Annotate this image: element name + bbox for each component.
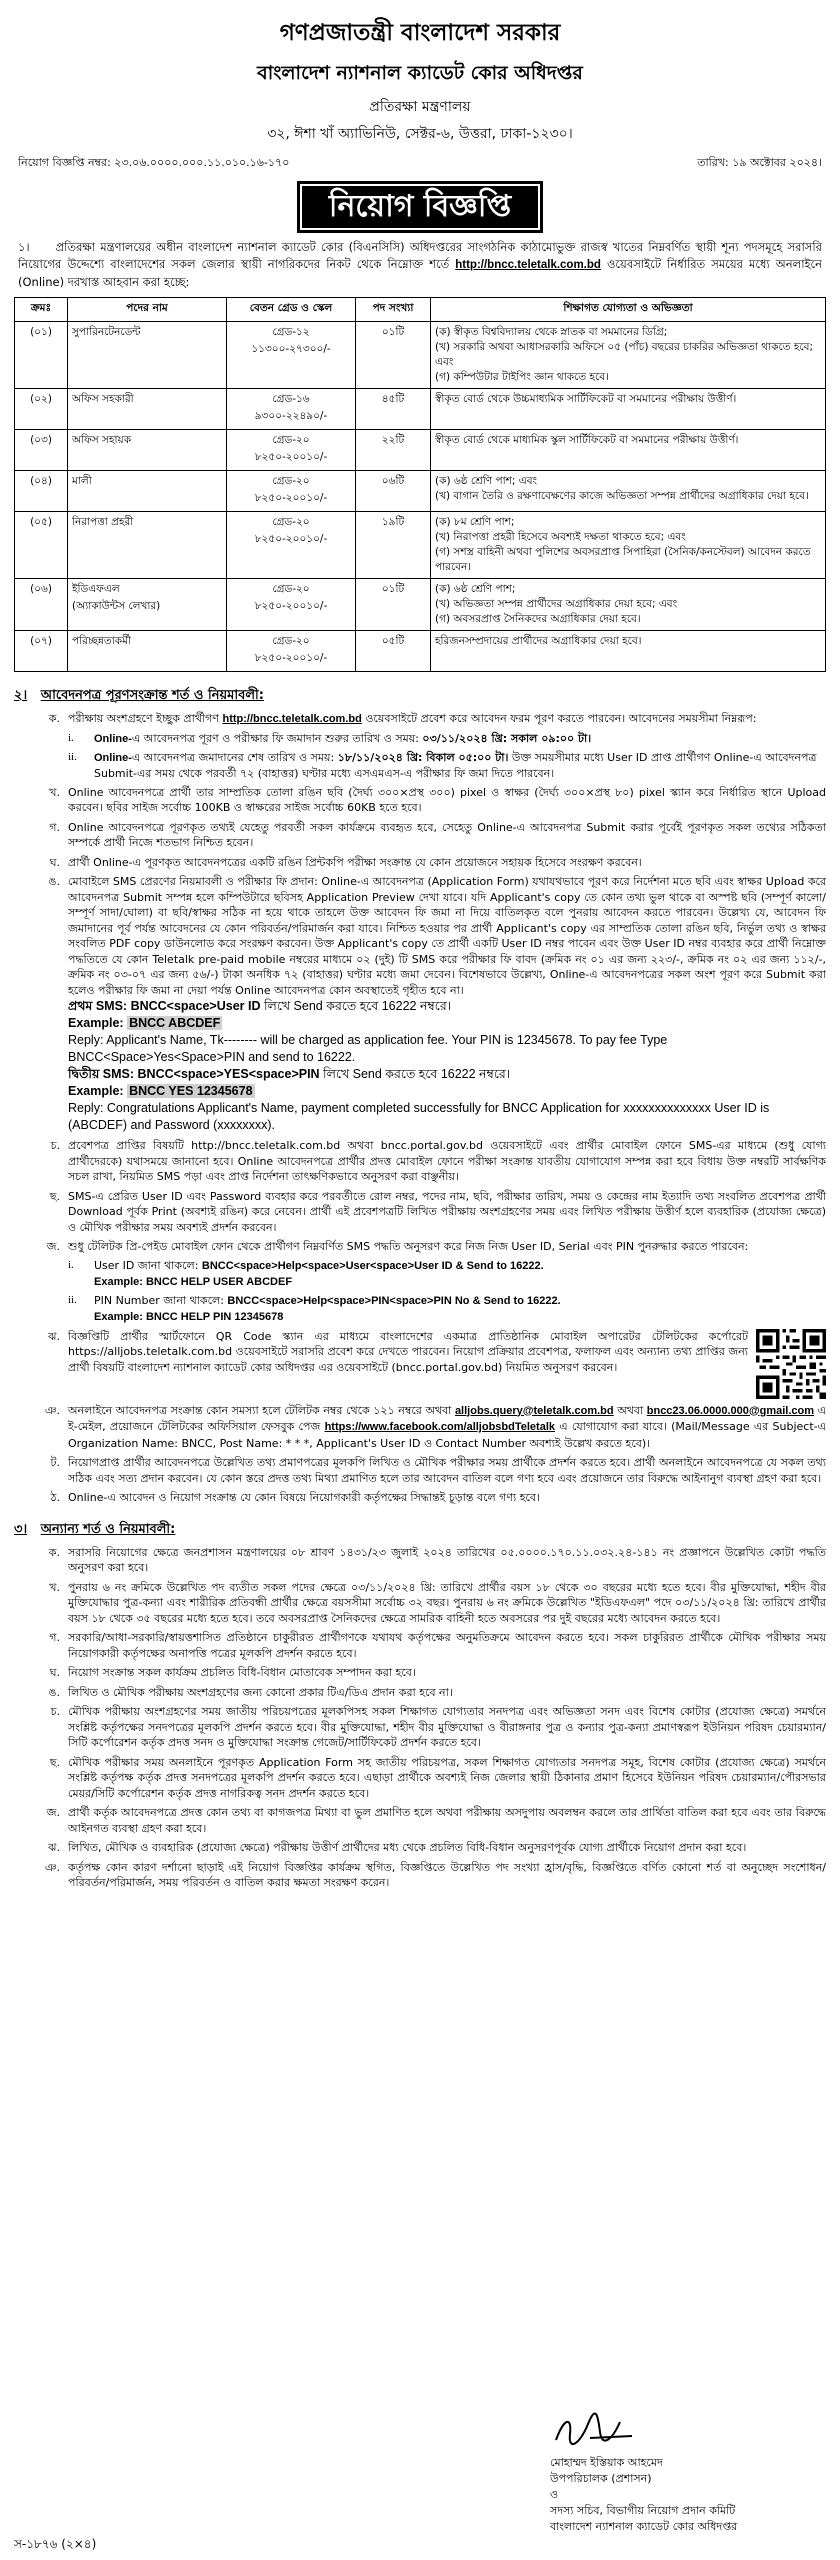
- qualification-line: (ক) ৮ম শ্রেণি পাশ;: [435, 516, 515, 528]
- facebook-link[interactable]: https://www.facebook.com/alljobsbdTeletalk: [324, 1421, 556, 1433]
- govt-title: গণপ্রজাতন্ত্রী বাংলাদেশ সরকার: [279, 19, 561, 46]
- qualification-line: স্বীকৃত বোর্ড থেকে মাধ্যমিক স্কুল সার্টিফিকেট বা সমমানের পরীক্ষায় উত্তীর্ণ।: [435, 434, 739, 446]
- row-quantity: ৪৫টি: [356, 389, 431, 430]
- condition-label: ছ.: [49, 1755, 60, 1769]
- condition-text: সরকারি/আধা-সরকারি/স্বায়ত্তশাসিত প্রতিষ্ঠানে চাকুরীরত প্রার্থীগণকে যথাযথ কর্তৃপক্ষের অনুমতিক্রমে আবেদন করতে হবে। সকল চাকুরিরত প্রার্থীকে মৌখিক পরীক্ষার সময় নিয়োগকারী কর্তৃপক্ষের অনাপত্তি পত্রের মূলকপি প্রদর্শন করতে হবে।: [68, 1631, 826, 1660]
- rule-text: ওয়েবসাইটে প্রবেশ করে আবেদন ফরম পূরণ করতে পারবেন। আবেদনের সময়সীমা নিম্নরূপ:: [361, 712, 757, 725]
- condition-item: [14, 1860, 826, 1891]
- row-quantity: ০১টি: [356, 579, 431, 631]
- footer-code: স-১৮৭৬ (২×৪): [14, 2537, 97, 2551]
- grade: গ্রেড-২০: [272, 583, 310, 595]
- row-quantity: ০১টি: [356, 322, 431, 389]
- qualification-line: (গ) অবসরপ্রাপ্ত সৈনিকদের অগ্রাধিকার দেয়া হবে।: [435, 613, 641, 625]
- rule-text: SMS-এ প্রেরিত User ID এবং Password ব্যবহার করে পরবর্তীতে রোল নম্বর, পদের নাম, ছবি, পরীক্ষার তারিখ, সময় ও কেন্দ্রের নাম ইত্যাদি তথ্য সংবলিত প্রবেশপত্র প্রার্থী Download পূর্বক Print (অবশ্যই রঙিন) করে নেবেন। প্রার্থী এই প্রবেশপত্রটি লিখিত পরীক্ষায় অংশগ্রহণের সময় এবং লিখিত পরীক্ষায় উত্তীর্ণ হলে ব্যবহারিক (প্রযোজ্য ক্ষেত্রে) ও মৌখিক পরীক্ষার সময় অবশ্যই প্রদর্শন করবেন।: [68, 1189, 826, 1234]
- rule-text: প্রবেশপত্র প্রাপ্তির বিষয়টি http://bncc.teletalk.com.bd অথবা bncc.portal.gov.bd ওয়েবসাইটে এবং প্রার্থীর মোবাইল ফোনে SMS-এর মাধ্যমে (শুধু যোগ্য প্রার্থীদেরকে) যথাসময়ে জানানো হবে। Online আবেদনপত্রে প্রার্থীর প্রদত্ত মোবাইল ফোনে পরীক্ষা সংক্রান্ত যাবতীয় যোগাযোগ সম্পন্ন করা হবে বিধায় উক্ত নম্বরটি সার্বক্ষণিক সচল রাখা, নিয়মিত SMS পড়া এবং প্রাপ্ত নির্দেশনা তাৎক্ষণিকভাবে অনুসরণ করা বাঞ্ছনীয়।: [68, 1139, 826, 1183]
- table-row: [15, 631, 826, 672]
- intro-text: প্রতিরক্ষা মন্ত্রণালয়ের অধীন বাংলাদেশ ন্যাশনাল ক্যাডেট কোর (বিএনসিসি) অধিদপ্তরের সাংগঠনিক কাঠামোভুক্ত রাজস্ব খাতের নিম্নবর্ণিত স্থায়ী শূন্য পদসমূহে সরাসরি নিয়োগের উদ্দেশ্যে বাংলাদেশের সকল জেলার স্থায়ী নাগরিকদের নিকট থেকে নিম্নোক্ত শর্তে: [18, 240, 823, 271]
- row-qualification: [431, 322, 826, 389]
- memo-date: তারিখ: ১৯ অক্টোবর ২০২৪।: [697, 156, 822, 169]
- example-label: Example:: [68, 1016, 128, 1030]
- section-3-number: ৩।: [14, 1521, 28, 1537]
- department-title: বাংলাদেশ ন্যাশনাল ক্যাডেট কোর অধিদপ্তর: [257, 62, 583, 84]
- pay-scale: ৮২৫০-২০০১০/-: [254, 492, 328, 504]
- reply-2: Reply: Congratulations Applicant's Name, payment completed successfully for BNCC Application for xxxxxxxxxxxxxx User ID is (ABCDEF) and Password (xxxxxxxx).: [68, 1101, 770, 1132]
- sub-bold: Online-: [94, 732, 132, 745]
- rule-text: এ ই-মেইল, প্রয়োজনে টেলিটকের অফিসিয়াল ফেসবুক পেজ: [68, 1403, 826, 1433]
- sms-1-command: BNCC<space>User ID: [130, 999, 261, 1013]
- apply-link[interactable]: http://bncc.teletalk.com.bd: [222, 713, 362, 725]
- row-serial: (০৫): [15, 512, 68, 579]
- intro-number: ১।: [18, 240, 30, 254]
- row-grade: [227, 631, 356, 672]
- sub-label: i.: [68, 1258, 74, 1271]
- signatory-role: সদস্য সচিব, বিভাগীয় নিয়োগ প্রদান কমিটি: [550, 2504, 736, 2517]
- notice-title: নিয়োগ বিজ্ঞপ্তি: [297, 181, 543, 233]
- row-serial: (০১): [15, 322, 68, 389]
- rule-kha: [14, 785, 826, 816]
- header-quantity: পদ সংখ্যা: [356, 298, 431, 322]
- signatory-and: ও: [550, 2488, 559, 2501]
- rule-ga: [14, 820, 826, 851]
- rule-text: অথবা: [613, 1403, 647, 1417]
- recover-userid-command: BNCC<space>Help<space>User<space>User ID & Send to 16222.: [201, 1259, 544, 1272]
- rule-label: ট.: [50, 1456, 60, 1469]
- example-2-value: BNCC YES 12345678: [129, 1084, 253, 1098]
- condition-label: ক.: [48, 1545, 60, 1559]
- row-post-name: [68, 389, 227, 430]
- header-serial: ক্রমঃ: [15, 298, 68, 322]
- sub-bold: Online-: [94, 751, 132, 764]
- section-3-list: [14, 1545, 826, 1891]
- section-2-title: [14, 686, 826, 707]
- condition-text: প্রার্থী কর্তৃক আবেদনপত্রে প্রদত্ত কোন তথ্য বা কাগজপত্র মিথ্যা বা ভুল প্রমাণিত হলে অথবা পরীক্ষায় অসদুপায় অবলম্বন করলে তার প্রার্থিতা বাতিল করা হবে এবং তার বিরুদ্ধে আইনগত ব্যবস্থা গ্রহণ করা হবে।: [68, 1806, 826, 1835]
- sms-2: [14, 1066, 826, 1083]
- rule-label: জ.: [46, 1240, 60, 1253]
- condition-text: নিয়োগ সংক্রান্ত সকল কার্যক্রম প্রচলিত বিধি-বিধান মোতাবেক সম্পাদন করা হবে।: [68, 1666, 416, 1679]
- post-name: নিরাপত্তা প্রহরী: [72, 516, 134, 528]
- post-name: অফিস সহকারী: [72, 393, 134, 405]
- rule-nya: [14, 1403, 826, 1452]
- sub-text: এ আবেদনপত্র পূরণ ও পরীক্ষার ফি জমাদান শুরুর তারিখ ও সময়:: [131, 731, 423, 745]
- row-serial: (০৭): [15, 631, 68, 672]
- condition-item: [14, 1545, 826, 1576]
- header: [14, 14, 826, 146]
- grade: গ্রেড-১২: [272, 326, 310, 338]
- condition-label: গ.: [49, 1631, 60, 1644]
- rule-text: শুধু টেলিটক প্রি-পেইড মোবাইল ফোন থেকে প্রার্থীগণ নিম্নবর্ণিত SMS পদ্ধতি অনুসরণ করে নিজ নিজ User ID, Serial এবং PIN পুনরুদ্ধার করতে পারবেন:: [68, 1240, 749, 1253]
- row-post-name: [68, 471, 227, 512]
- condition-item: [14, 1840, 826, 1856]
- rule-text: নিয়োগপ্রাপ্ত প্রার্থীর আবেদনপত্রে উল্লেখিত তথ্য প্রমাণপত্রের মূলকপি লিখিত ও মৌখিক পরীক্ষার সময় প্রার্থীকে প্রদর্শন করতে হবে। প্রার্থী অনলাইনে আবেদনপত্রে যে সকল তথ্য সঠিক এবং সত্য প্রদান করবেন। যে কোন স্তরে প্রদত্ত তথ্য মিথ্যা প্রমাণিত হলে তার আবেদন বাতিল বলে গণ্য হবে এবং প্রয়োজনে তার বিরুদ্ধে আইনানুগ ব্যবস্থা গ্রহণ করা হবে।: [68, 1456, 826, 1485]
- rule-label: চ.: [50, 1139, 60, 1152]
- rule-label: ঝ.: [48, 1329, 60, 1343]
- sms-2-tail: লিখে Send করতে হবে 16222 নম্বরে।: [319, 1067, 511, 1081]
- rule-label: ছ.: [49, 1189, 60, 1203]
- sub-label: i.: [68, 731, 74, 744]
- post-name: পরিচ্ছন্নতাকর্মী: [72, 635, 131, 647]
- office-address: ৩২, ঈশা খাঁ অ্যাভিনিউ, সেক্টর-৬, উত্তরা, ঢাকা-১২৩০।: [267, 126, 573, 142]
- signatory-designation: উপপরিচালক (প্রশাসন): [550, 2472, 652, 2485]
- rule-text: এ যোগাযোগ করা যাবে। (Mail/Message এর Subject-এ Organization Name: BNCC, Post Name: * * *, Applicant's User ID ও Contact Number অবশ্যই উল্লেখ করতে হবে)।: [68, 1420, 826, 1450]
- section-2-number: ২।: [14, 688, 28, 703]
- rule-text: প্রার্থী Online-এ পূরণকৃত আবেদনপত্রের একটি রঙিন প্রিন্টকপি পরীক্ষা সংক্রান্ত যে কোন প্রয়োজনে সহায়ক হিসেবে সংরক্ষণ করবেন।: [68, 855, 642, 869]
- row-serial: (০৪): [15, 471, 68, 512]
- condition-label: ঝ.: [48, 1841, 60, 1854]
- header-grade: বেতন গ্রেড ও স্কেল: [227, 298, 356, 322]
- sms-1: [14, 998, 826, 1015]
- condition-item: [14, 1704, 826, 1751]
- condition-text: মৌখিক পরীক্ষার সময় অনলাইনে পূরণকৃত Application Form সহ জাতীয় পরিচয়পত্র, সকল শিক্ষাগত যোগ্যতার সনদপত্র সমূহ, বিশেষ কোটার (প্রযোজ্য ক্ষেত্রে) সমর্থনে সংশ্লিষ্ট কর্তৃপক্ষ কর্তৃক প্রদত্ত সনদপত্রের মূলকপি প্রদর্শন করতে হবে। এছাড়া প্রার্থীকে অবশ্যই নিজ জেলার স্থায়ী ঠিকানার প্রমাণ হিসেবে ইউনিয়ন পরিষদ চেয়ারম্যান/পৌরসভার মেয়র/সিটি কর্পোরেশন কর্তৃক প্রদত্ত নাগরিকত্ব সনদ প্রদর্শন করতে হবে।: [68, 1755, 826, 1800]
- rule-umo: [14, 874, 826, 998]
- example-2: [14, 1083, 826, 1100]
- row-grade: [227, 579, 356, 631]
- sub-text: এ আবেদনপত্র জমাদানের শেষ তারিখ ও সময়:: [131, 750, 338, 764]
- sms-1-label: প্রথম SMS:: [68, 999, 131, 1013]
- condition-label: খ.: [49, 1580, 60, 1594]
- sub-text: উক্ত সময়সীমার মধ্যে User ID প্রাপ্ত প্রার্থীগণ Online-এ আবেদনপত্র Submit-এর সময় থেকে পরবর্তী ৭২ (বাহাত্তর) ঘণ্টার মধ্যে এসএমএস-এ পরীক্ষার ফি জমা দিতে পারবেন।: [94, 750, 817, 780]
- qualification-line: (ক) স্বীকৃত বিশ্ববিদ্যালয় থেকে স্নাতক বা সমমানের ডিগ্রি;: [435, 326, 668, 338]
- pay-scale: ৮২৫০-২০০১০/-: [254, 533, 328, 545]
- row-post-name: [68, 579, 227, 631]
- condition-text: লিখিত, মৌখিক ও ব্যবহারিক (প্রযোজ্য ক্ষেত্রে) পরীক্ষায় উত্তীর্ণ প্রার্থীদের মধ্য থেকে প্রচলিত বিধি-বিধান অনুসরণপূর্বক যোগ্য প্রার্থীকে নিয়োগ প্রদান করা হবে।: [68, 1841, 747, 1854]
- example-1-value: BNCC ABCDEF: [129, 1016, 221, 1030]
- rule-gha: [14, 855, 826, 871]
- header-qualification: শিক্ষাগত যোগ্যতা ও অভিজ্ঞতা: [431, 298, 826, 322]
- pay-scale: ৮২৫০-২০০১০/-: [254, 652, 328, 664]
- rule-text: Online-এ আবেদন ও নিয়োগ সংক্রান্ত যে কোন বিষয়ে নিয়োগকারী কর্তৃপক্ষের সিদ্ধান্তই চূড়ান্ত বলে গণ্য হবে।: [68, 1491, 540, 1504]
- row-qualification: [431, 579, 826, 631]
- rule-label: ঙ.: [48, 875, 60, 888]
- rule-label: খ.: [49, 785, 60, 799]
- sub-label: ii.: [68, 750, 77, 763]
- row-grade: [227, 512, 356, 579]
- memo-line: [14, 154, 826, 173]
- qualification-line: হরিজনসম্প্রদায়ের প্রার্থীদের অগ্রাধিকার দেয়া হবে।: [435, 635, 642, 647]
- qualification-line: স্বীকৃত বোর্ড থেকে উচ্চমাধ্যমিক সার্টিফিকেট বা সমমানের পরীক্ষায় উত্তীর্ণ।: [435, 393, 737, 405]
- rule-label: ক.: [48, 712, 60, 725]
- row-qualification: [431, 430, 826, 471]
- signatory-office: বাংলাদেশ ন্যাশনাল ক্যাডেট কোর অধিদপ্তর: [550, 2520, 738, 2533]
- signature-block: [550, 2410, 800, 2535]
- section-3-title: [14, 1520, 826, 1541]
- rule-label: গ.: [49, 820, 60, 834]
- query-email-link[interactable]: alljobs.query@teletalk.com.bd: [454, 1404, 614, 1417]
- deadline-end: [14, 750, 826, 781]
- sms-2-command: BNCC<space>YES<space>PIN: [137, 1067, 320, 1081]
- recover-pin-example: Example: BNCC HELP PIN 12345678: [94, 1310, 284, 1323]
- pay-scale: ১১৩০০-২৭৩০০/-: [251, 343, 331, 355]
- table-row: [15, 389, 826, 430]
- condition-item: [14, 1685, 826, 1701]
- condition-text: সরাসরি নিয়োগের ক্ষেত্রে জনপ্রশাসন মন্ত্রণালয়ের ০৮ শ্রাবণ ১৪৩১/২৩ জুলাই ২০২৪ তারিখের ০৫.০০০০.১৭০.১১.০৩২.২৪-১৪১ নং প্রজ্ঞাপনে উল্লেখিত কোটা পদ্ধতি অনুসরণ করা হবে।: [68, 1545, 826, 1574]
- row-grade: [227, 430, 356, 471]
- row-qualification: [431, 389, 826, 430]
- section-2-heading: আবেদনপত্র পূরণসংক্রান্ত শর্ত ও নিয়মাবলী:: [40, 688, 264, 703]
- post-name-note: (অ্যাকাউন্টস লেখার): [72, 600, 161, 612]
- table-row: [15, 322, 826, 389]
- table-row: [15, 579, 826, 631]
- rule-tha: [14, 1490, 826, 1506]
- sub-text: PIN Number জানা থাকলে:: [94, 1293, 228, 1307]
- recover-userid-example: Example: BNCC HELP USER ABCDEF: [94, 1275, 293, 1288]
- condition-label: চ.: [50, 1705, 60, 1718]
- condition-text: লিখিত ও মৌখিক পরীক্ষায় অংশগ্রহণের জন্য কোনো প্রকার টিএ/ডিএ প্রদান করা হবে না।: [68, 1685, 453, 1699]
- condition-label: ঞ.: [44, 1860, 60, 1874]
- rule-jha: [14, 1329, 826, 1399]
- rule-text: Online আবেদনপত্রে প্রার্থী তার সাম্প্রতিক তোলা রঙিন ছবি (দৈর্ঘ্য ৩০০×প্রস্থ ৩০০) pixel ও স্বাক্ষর (দৈর্ঘ্য ৩০০×প্রস্থ ৮০) pixel স্ক্যান করে নির্ধারিত স্থানে Upload করবেন। ছবির সাইজ সর্বোচ্চ 100KB ও স্বাক্ষরের সাইজ সর্বোচ্চ 60KB হতে হবে।: [68, 785, 826, 814]
- rule-chha: [14, 1189, 826, 1236]
- condition-item: [14, 1665, 826, 1681]
- start-date: ০৩/১১/২০২৪ খ্রি: সকাল ০৯:০০ টা।: [422, 731, 592, 745]
- deadline-start: [14, 731, 826, 747]
- condition-text: মৌখিক পরীক্ষায় অংশগ্রহণের সময় জাতীয় পরিচয়পত্রের মূলকপিসহ সকল শিক্ষাগত যোগ্যতার সনদপত্র এবং অভিজ্ঞতা সনদ এবং বিশেষ কোটার (প্রযোজ্য ক্ষেত্রে) সমর্থনে সংশ্লিষ্ট কর্তৃপক্ষের সনদপত্রের মূলকপি প্রদর্শন করতে হবে। বীর মুক্তিযোদ্ধা, শহীদ বীর মুক্তিযোদ্ধা ও বীরাঙ্গনার পুত্র ও কন্যার পুত্র-কন্যা প্রমাণস্বরূপ ইউনিয়ন পরিষদ চেয়ারম্যান/সিটি কর্পোরেশন কর্তৃক প্রদত্ত সনদ ও মুক্তিযোদ্ধা সংক্রান্ত গেজেট/সার্টিফিকেট প্রদর্শন করতে হবে।: [68, 1705, 826, 1749]
- example-1: [14, 1015, 826, 1032]
- condition-item: [14, 1580, 826, 1627]
- signatory-name: মোহাম্মদ ইস্তিয়াক আহমেদ: [550, 2456, 663, 2469]
- condition-label: ঘ.: [49, 1666, 60, 1679]
- header-post-name: পদের নাম: [68, 298, 227, 322]
- intro-link[interactable]: http://bncc.teletalk.com.bd: [455, 259, 601, 271]
- sub-text: User ID জানা থাকলে:: [94, 1258, 202, 1272]
- pay-scale: ৮২৫০-২০০১০/-: [254, 600, 328, 612]
- example-label: Example:: [68, 1084, 128, 1098]
- rule-text: অনলাইনে আবেদনপত্র সংক্রান্ত কোন সমস্যা হলে টেলিটক নম্বর থেকে ১২১ নম্বরে অথবা: [68, 1403, 455, 1417]
- memo-number: নিয়োগ বিজ্ঞপ্তি নম্বর: ২৩.০৬.০০০০.০০০.১১.০১০.১৬-১৭০: [18, 156, 290, 169]
- row-serial: (০৩): [15, 430, 68, 471]
- qualification-line: (গ) সশস্ত্র বাহিনী অথবা পুলিশের অবসরপ্রাপ্ত সিপাহিরা (সৈনিক/কনস্টেবল) আবেদন করতে পারবেন।: [435, 546, 811, 573]
- recover-userid: [14, 1258, 826, 1290]
- sub-label: ii.: [68, 1293, 77, 1306]
- row-post-name: [68, 322, 227, 389]
- posts-table: [14, 297, 826, 672]
- grade: গ্রেড-১৬: [272, 393, 310, 405]
- row-grade: [227, 471, 356, 512]
- condition-text: কর্তৃপক্ষ কোন কারণ দর্শানো ছাড়াই এই নিয়োগ বিজ্ঞপ্তির কার্যক্রম স্থগিত, বিজ্ঞপ্তিতে উল্লেখিত পদ সংখ্যা হ্রাস/বৃদ্ধি, বিজ্ঞপ্তিতে বর্ণিত কোনো শর্ত বা অনুচ্ছেদ সংশোধন/পরিবর্তন/পরিমার্জন, সময় পরিবর্তন ও বাতিল করার ক্ষমতা সংরক্ষণ করেন।: [68, 1860, 826, 1889]
- condition-item: [14, 1630, 826, 1661]
- signature-icon: [550, 2410, 640, 2450]
- row-quantity: ২২টি: [356, 430, 431, 471]
- rule-text: বিজ্ঞপ্তিটি প্রার্থীর স্মার্টফোনে QR Code স্ক্যান এর মাধ্যমে বাংলাদেশের একমাত্র প্রাতিষ্ঠানিক মোবাইল অপারেটর টেলিটকের কর্পোরেট https://alljobs.teletalk.com.bd ওয়েবসাইটে সরাসরি প্রবেশ করে দেখতে পারবেন। নিয়োগ প্রক্রিয়ার প্রবেশপত্র, ফলাফল এবং অন্যান্য তথ্য প্রাপ্তির জন্য প্রার্থী বিষয়টি বাংলাদেশ ন্যাশনাল ক্যাডেট কোর অধিদপ্তর এর ওয়েবসাইটে (bncc.portal.gov.bd) নিয়মিত অনুসরণ করবেন।: [68, 1329, 748, 1374]
- row-post-name: [68, 631, 227, 672]
- grade: গ্রেড-২০: [272, 635, 310, 647]
- row-quantity: ০৫টি: [356, 631, 431, 672]
- qualification-line: (খ) বাগান তৈরি ও রক্ষণাবেক্ষণের কাজে অভিজ্ঞতা সম্পন্ন প্রার্থীদের অগ্রাধিকার দেয়া হবে।: [435, 490, 809, 502]
- row-quantity: ১৯টি: [356, 512, 431, 579]
- condition-item: [14, 1755, 826, 1802]
- row-serial: (০২): [15, 389, 68, 430]
- table-row: [15, 471, 826, 512]
- row-quantity: ০৬টি: [356, 471, 431, 512]
- condition-item: [14, 1805, 826, 1836]
- pay-scale: ৮২৫০-২০০১০/-: [254, 451, 328, 463]
- end-date: ১৮/১১/২০২৪ খ্রি: বিকাল ০৫:০০ টা।: [337, 750, 509, 764]
- row-grade: [227, 322, 356, 389]
- row-post-name: [68, 512, 227, 579]
- notice-page: [14, 8, 826, 1891]
- condition-label: জ.: [46, 1806, 60, 1819]
- rule-text: মোবাইলে SMS প্রেরণের নিয়মাবলী ও পরীক্ষার ফি প্রদান: Online-এ আবেদনপত্র (Application Form) যথাযথভাবে পূরণ করে নির্দেশনা মতে ছবি এবং স্বাক্ষর Upload করে আবেদনপত্র Submit সম্পন্ন হলে কম্পিউটারে ছবিসহ Application Preview দেখা যাবে। যদি Applicant's copy তে কোন তথ্য ভুল থাকে বা অস্পষ্ট ছবি (সম্পূর্ণ কালো/সম্পূর্ণ সাদা/ঘোলা) বা ছবি/স্বাক্ষর সঠিক না হয়ে থাকে তাহলে উক্ত আবেদন ফি জমা না দিয়ে বাতিলকৃত বলে পুনরায় আবেদন করতে পারবেন। উল্লেখ্য যে, আবেদন ফি জমাদানের পূর্ব পর্যন্ত আবেদনের যে কোন পরিবর্তন/পরিমার্জন করা যাবে। নিশ্চিত হওয়ার পর প্রার্থী Applicant's copy এর সাম্প্রতিক তোলা রঙিন ছবি, নির্ভুল তথ্য ও স্বাক্ষর সংবলিত PDF copy ডাউনলোড করে সংরক্ষণ করবেন। উক্ত Applicant's copy তে প্রার্থী একটি User ID নম্বর পাবেন এবং উক্ত User ID নম্বর ব্যবহার করে প্রার্থী নিম্নোক্ত পদ্ধতিতে যে কোন Teletalk pre-paid mobile নম্বরের মাধ্যমে ০২ (দুই) টি SMS করে পরীক্ষার ফি বাবদ (ক্রমিক নং ০১ এর জন্য ২২৩/-, ক্রমিক নং ০২ এর জন্য ১১২/-, ক্রমিক নং ০৩-০৭ এর জন্য ৫৬/-) টাকা অনধিক ৭২ (বাহাত্তর) ঘণ্টার মধ্যে জমা দেবেন। বিশেষভাবে উল্লেখ্য, Online-এ আবেদনপত্রের সকল অংশ পূরণ করে Submit করা হলেও পরীক্ষার ফি জমা না দেয়া পর্যন্ত Online আবেদনপত্র কোন অবস্থাতেই গৃহীত হবে না।: [68, 875, 826, 997]
- rule-ka: [14, 711, 826, 728]
- post-name: ইডিএফএল: [72, 583, 120, 595]
- grade: গ্রেড-২০: [272, 475, 310, 487]
- recover-pin: [14, 1293, 826, 1325]
- table-row: [15, 430, 826, 471]
- bncc-email-link[interactable]: bncc23.06.0000.000@gmail.com: [646, 1404, 815, 1417]
- rule-label: ঞ.: [44, 1403, 60, 1417]
- grade: গ্রেড-২০: [272, 516, 310, 528]
- qr-code-icon[interactable]: [756, 1329, 826, 1399]
- section-3-heading: অন্যান্য শর্ত ও নিয়মাবলী:: [40, 1521, 176, 1537]
- row-qualification: [431, 631, 826, 672]
- row-grade: [227, 389, 356, 430]
- intro-text-2: ওয়েবসাইটে নির্ধারিত সময়ের মধ্যে অনলাইনে (Online) দরখাস্ত আহবান করা হচ্ছে:: [18, 257, 822, 289]
- rule-cha: [14, 1138, 826, 1185]
- sms-1-tail: লিখে Send করতে হবে 16222 নম্বরে।: [260, 999, 452, 1013]
- post-name: অফিস সহায়ক: [72, 434, 132, 446]
- intro-paragraph: [14, 239, 826, 291]
- table-row: [15, 512, 826, 579]
- rule-ja: [14, 1239, 826, 1255]
- row-qualification: [431, 512, 826, 579]
- row-serial: (০৬): [15, 579, 68, 631]
- condition-label: ঙ.: [48, 1685, 60, 1699]
- reply-1: Reply: Applicant's Name, Tk-------- will be charged as application fee. Your PIN is 12345678. To pay fee Type BNCC<Space>Yes<Space>PIN and send to 16222.: [68, 1033, 668, 1064]
- post-name: সুপারিনটেনডেন্ট: [72, 326, 141, 338]
- condition-text: পুনরায় ৬ নং ক্রমিকে উল্লেখিত পদ ব্যতীত সকল পদের ক্ষেত্রে ০৩/১১/২০২৪ খ্রি: তারিখে প্রার্থীর বয়স ১৮ থেকে ৩০ বছরের মধ্যে হতে হবে। বীর মুক্তিযোদ্ধা, শহীদ বীর মুক্তিযোদ্ধার পুত্র-কন্যা এবং শারীরিক প্রতিবন্ধী প্রার্থীর ক্ষেত্রে বয়সসীমা সর্বোচ্চ ৩২ বছর। পুনরায় ৬ নং ক্রমিকে উল্লেখিত "ইডিএফএল" পদে ০৩/১১/২০২৪ খ্রি: তারিখে প্রার্থীর বয়স ১৮ থেকে ৩৫ বছরের মধ্যে হতে হবে। তবে অবসরপ্রাপ্ত সৈনিকদের ক্ষেত্রে সামরিক বাহিনী হতে অবসরের পর দুই বছরের মধ্যে আবেদন করতে হবে।: [68, 1580, 826, 1625]
- row-post-name: [68, 430, 227, 471]
- qualification-line: (খ) অভিজ্ঞতা সম্পন্ন প্রার্থীদের অগ্রাধিকার দেয়া হবে; এবং: [435, 598, 678, 610]
- ministry-name: প্রতিরক্ষা মন্ত্রণালয়: [369, 99, 471, 115]
- sms-2-label: দ্বিতীয় SMS:: [68, 1067, 138, 1081]
- rule-label: ঠ.: [50, 1491, 60, 1504]
- post-name: মালী: [72, 475, 92, 487]
- qualification-line: (গ) কম্পিউটার টাইপিং জ্ঞান থাকতে হবে।: [435, 371, 609, 383]
- rule-text: পরীক্ষায় অংশগ্রহণে ইচ্ছুক প্রার্থীগণ: [68, 712, 223, 725]
- qualification-line: (খ) নিরাপত্তা প্রহরী হিসেবে অবশ্যই দক্ষতা থাকতে হবে; এবং: [435, 531, 686, 543]
- pay-scale: ৯৩০০-২২৪৯০/-: [254, 410, 328, 422]
- grade: গ্রেড-২০: [272, 434, 310, 446]
- qualification-line: (খ) সরকারি অথবা আধাসরকারি অফিসে ০৫ (পাঁচ) বছরের চাকরির অভিজ্ঞতা থাকতে হবে; এবং: [435, 341, 814, 368]
- recover-pin-command: BNCC<space>Help<space>PIN<space>PIN No & Send to 16222.: [227, 1294, 561, 1307]
- table-header-row: [15, 298, 826, 322]
- qualification-line: (ক) ৬ষ্ঠ শ্রেণি পাশ; এবং: [435, 475, 538, 487]
- qualification-line: (ক) ৬ষ্ঠ শ্রেণি পাশ;: [435, 583, 516, 595]
- rule-label: ঘ.: [49, 855, 60, 869]
- row-qualification: [431, 471, 826, 512]
- rule-ta: [14, 1455, 826, 1486]
- rule-text: Online আবেদনপত্রে পূরণকৃত তথ্যই যেহেতু পরবর্তী সকল কার্যক্রমে ব্যবহৃত হবে, সেহেতু Online-এ আবেদনপত্র Submit করার পূর্বেই পূরণকৃত সকল তথ্যের সঠিকতা সম্পর্কে প্রার্থী নিজে শতভাগ নিশ্চিত হবেন।: [68, 820, 826, 849]
